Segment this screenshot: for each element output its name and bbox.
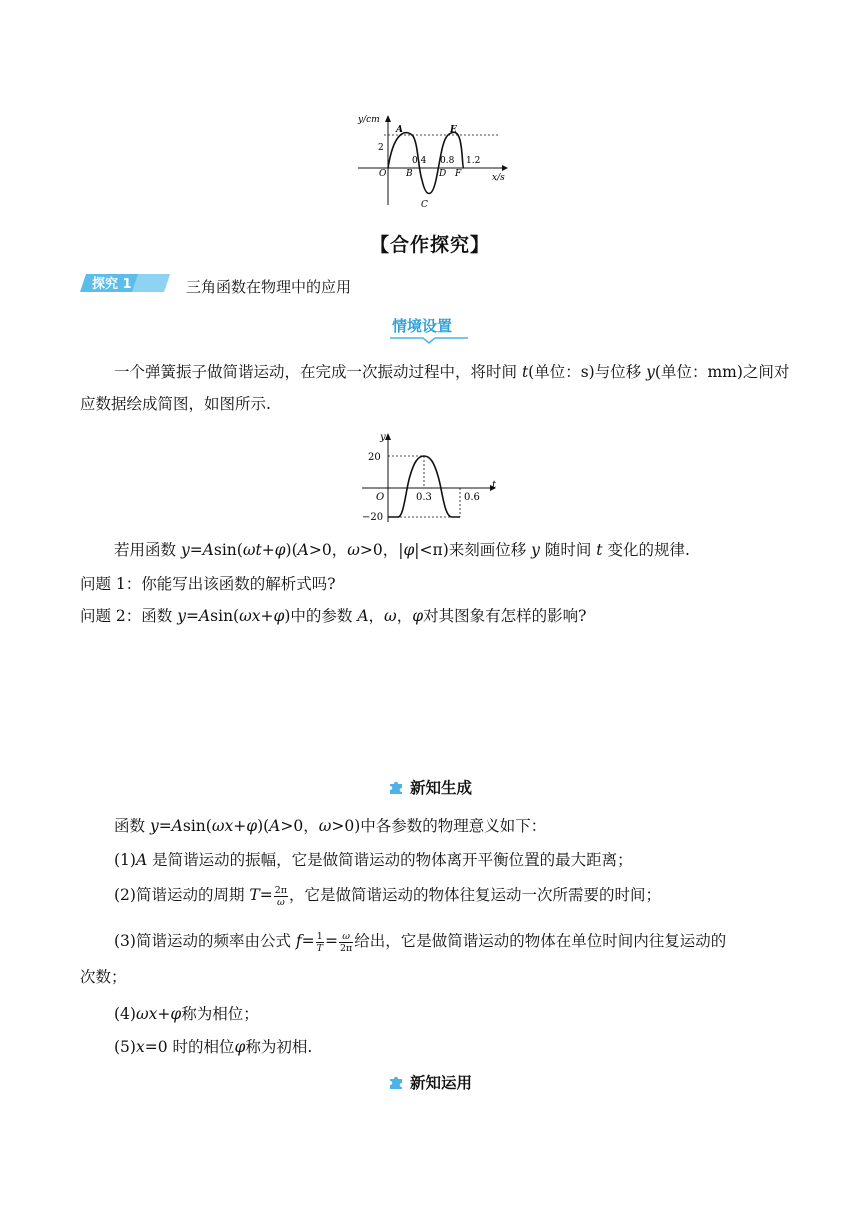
- period-fraction: $\frac{2\pi}{\omega}$: [274, 884, 288, 908]
- point-label: C: [421, 200, 428, 210]
- paragraph-2: 若用函数 y=Asin(ωt+φ)(A>0，ω>0，|φ|<π)来刻画位移 y 随时间 t 变化的规律.: [114, 541, 690, 559]
- point-label: B: [406, 169, 413, 179]
- tick-label: 0.8: [440, 156, 455, 166]
- x-axis-arrow: [502, 165, 508, 171]
- point-label: D: [439, 169, 447, 179]
- knowledge-item-4: (4)ωx+φ称为相位；: [114, 1005, 259, 1023]
- inquiry-title: 三角函数在物理中的应用: [186, 278, 352, 296]
- x-axis-label: x/s: [492, 173, 505, 183]
- puzzle-icon: [388, 1074, 404, 1090]
- scene-underline: [390, 338, 468, 343]
- puzzle-icon: [388, 779, 404, 795]
- tick-label: 1.2: [466, 156, 481, 166]
- knowledge-item-3-cont: 次数；: [80, 968, 127, 986]
- badge-label: 探究 1: [92, 277, 132, 292]
- knowledge-intro: 函数 y=Asin(ωx+φ)(A>0，ω>0)中各参数的物理意义如下：: [114, 817, 547, 835]
- y-axis-label: y/cm: [358, 115, 380, 125]
- knowledge-item-3: (3)简谐运动的频率由公式 f= $\frac{1}{T}$ = $\frac{\omega}{2\pi}$ 给出，它是做简谐运动的物体在单位时间内往复运动的: [114, 930, 727, 954]
- new-knowledge-heading: [0, 776, 860, 798]
- scene-label: [390, 314, 470, 344]
- question-1: 问题 1：你能写出该函数的解析式吗?: [80, 575, 336, 593]
- knowledge-item-2: (2)简谐运动的周期 T= $\frac{2\pi}{\omega}$ ，它是做简谐运动的物体往复运动一次所需要的时间；: [114, 884, 662, 908]
- paragraph-1: 一个弹簧振子做简谐运动，在完成一次振动过程中，将时间 t(单位：s)与位移 y(单位：mm)之间对应数据绘成简图，如图所示.: [80, 363, 790, 413]
- displacement-graph: [354, 430, 504, 526]
- point-label: E: [450, 125, 457, 135]
- point-label: A: [396, 125, 403, 135]
- frequency-fraction-2: $\frac{\omega}{2\pi}$: [339, 930, 353, 954]
- question-2: 问题 2：函数 y=Asin(ωx+φ)中的参数 A，ω，φ对其图象有怎样的影响?: [80, 607, 587, 625]
- new-knowledge-title: 新知生成: [409, 779, 472, 797]
- origin-label: O: [379, 169, 387, 179]
- tick-label: 0.3: [416, 492, 432, 503]
- y-axis-label: y: [380, 432, 386, 443]
- y-axis-arrow: [385, 115, 391, 122]
- tick-label: 0.4: [412, 156, 427, 166]
- min-value-label: −20: [362, 512, 384, 523]
- amplitude-label: 2: [378, 143, 384, 153]
- section-title: 【合作探究】: [369, 234, 490, 256]
- frequency-fraction-1: $\frac{1}{T}$: [316, 930, 323, 954]
- knowledge-item-1: (1)A 是简谐运动的振幅，它是做简谐运动的物体离开平衡位置的最大距离；: [114, 851, 633, 869]
- scene-label-text: 情境设置: [392, 317, 453, 335]
- inquiry-badge: [78, 272, 173, 294]
- tick-label: 0.6: [464, 492, 480, 503]
- origin-label: O: [376, 492, 385, 503]
- y-axis-arrow: [385, 433, 391, 440]
- point-label: F: [455, 169, 462, 179]
- apply-title: 新知运用: [409, 1074, 472, 1092]
- oscillation-graph-1: [350, 110, 520, 210]
- max-value-label: 20: [368, 452, 381, 463]
- t-axis-label: t: [492, 480, 497, 491]
- apply-heading: [0, 1071, 860, 1093]
- knowledge-item-5: (5)x=0 时的相位φ称为初相.: [114, 1038, 313, 1056]
